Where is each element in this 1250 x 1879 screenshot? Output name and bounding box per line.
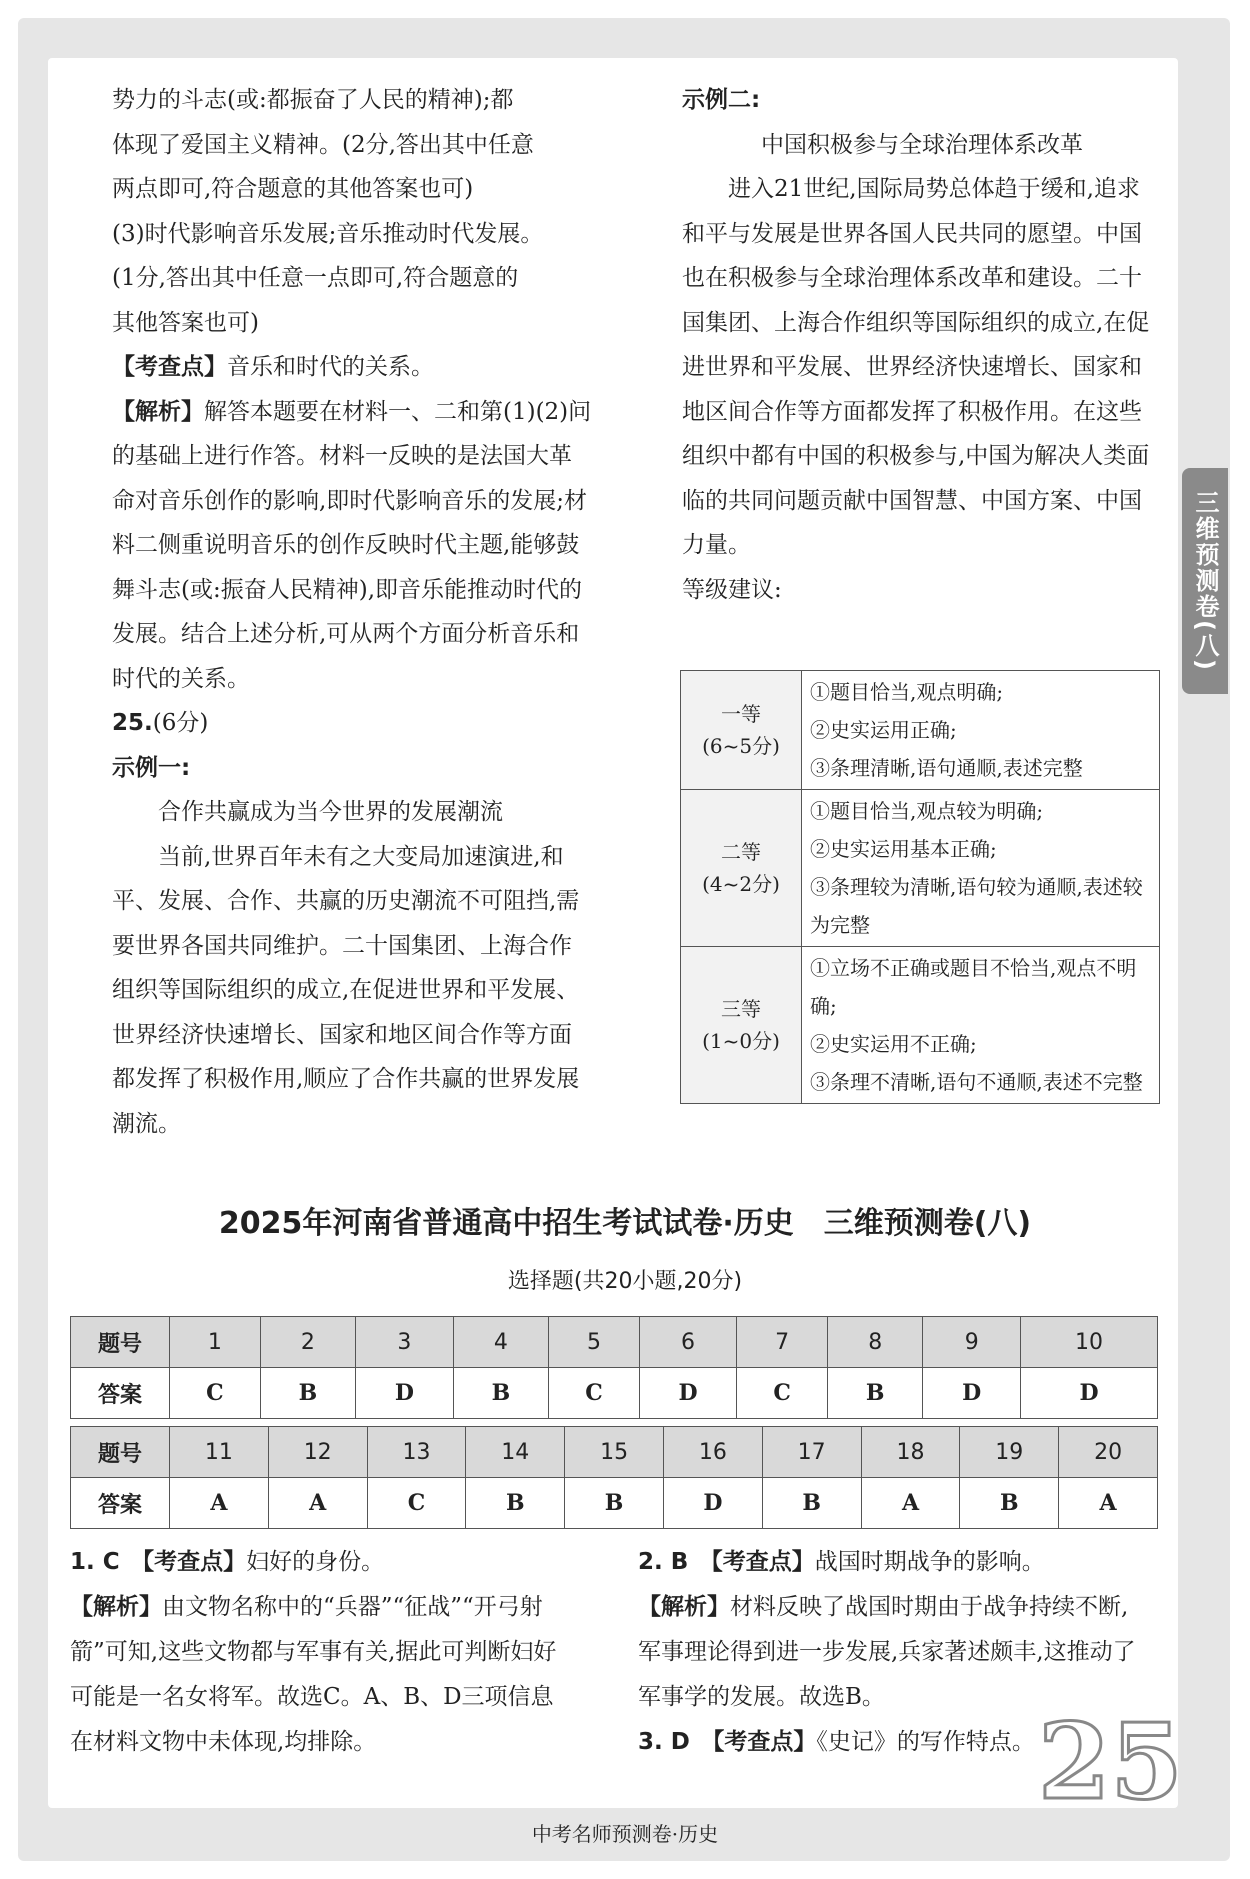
answer-cell: C xyxy=(549,1368,640,1419)
question-number-cell: 19 xyxy=(960,1427,1059,1478)
explanation-left xyxy=(70,1540,570,1765)
page-number: 25 xyxy=(1038,1700,1183,1823)
criterion: ③条理清晰,语句通顺,表述完整 xyxy=(810,756,1083,780)
example-2-title: 中国积极参与全球治理体系改革 xyxy=(761,131,1083,158)
q2-tag: 【考查点】 xyxy=(711,1549,815,1575)
question-number-row xyxy=(71,1317,1158,1368)
grade-criteria-cell xyxy=(802,947,1160,1104)
question-number-cell: 1 xyxy=(170,1317,261,1368)
side-tab: 三维预测卷(八) xyxy=(1182,468,1228,694)
grade-range: (1~0分) xyxy=(702,1029,780,1053)
question-25-header xyxy=(112,701,592,746)
question-score: (6分) xyxy=(152,710,209,736)
left-column xyxy=(112,78,592,1146)
criterion: ①题目恰当,观点较为明确; xyxy=(810,799,1044,823)
grade-range: (4~2分) xyxy=(702,872,780,896)
question-number-cell: 10 xyxy=(1020,1317,1157,1368)
grade-range: (6~5分) xyxy=(702,734,780,758)
row-label: 答案 xyxy=(71,1478,170,1529)
answer-cell: D xyxy=(639,1368,737,1419)
example-2-body: 进入21世纪,国际局势总体趋于缓和,追求和平与发展是世界各国人民共同的愿望。中国也在积极参与全球治理体系改革和建设。二十国集团、上海合作组织等国际组织的成立,在促进世界和平发展、世界经济快速增长、国家和地区间合作等方面都发挥了积极作用。在这些组织中都有中国的积极参与,中国为解决人类面临的共同问题贡献中国智慧、中国方案、中国力量。 xyxy=(682,176,1150,558)
q1-tag: 【考查点】 xyxy=(142,1549,247,1575)
question-number-cell: 13 xyxy=(367,1427,466,1478)
kaochadian-text: 音乐和时代的关系。 xyxy=(227,354,434,380)
answer-cell: A xyxy=(268,1478,367,1529)
criterion: ①题目恰当,观点明确; xyxy=(810,680,1004,704)
grade-level-cell xyxy=(681,790,802,947)
answer-cell: B xyxy=(466,1478,565,1529)
answer-cell: B xyxy=(260,1368,355,1419)
example-2-label: 示例二: xyxy=(682,87,761,113)
question-number-cell: 20 xyxy=(1059,1427,1158,1478)
q3-tag: 【考查点】 xyxy=(712,1729,817,1755)
question-number: 25. xyxy=(112,710,153,736)
jiexi-text: 解答本题要在材料一、二和第(1)(2)问的基础上进行作答。材料一反映的是法国大革命对音乐创作的影响,即时代影响音乐的发展;材料二侧重说明音乐的创作反映时代主题,能够鼓舞斗志(或:振奋人民精神),即音乐能推动时代的发展。结合上述分析,可从两个方面分析音乐和时代的关系。 xyxy=(112,398,592,692)
answer-cell: C xyxy=(737,1368,828,1419)
question-number-cell: 16 xyxy=(663,1427,762,1478)
answer-cell: B xyxy=(827,1368,922,1419)
jiexi-tag: 【解析】 xyxy=(112,398,204,425)
q1-analysis-tag: 【解析】 xyxy=(70,1594,162,1620)
question-number-cell: 4 xyxy=(453,1317,548,1368)
criterion: ②史实运用正确; xyxy=(810,718,957,742)
criterion: ①立场不正确或题目不恰当,观点不明确; xyxy=(810,956,1137,1018)
example-1-label: 示例一: xyxy=(112,754,191,781)
answer-cell: C xyxy=(367,1478,466,1529)
answer-cell: B xyxy=(453,1368,548,1419)
grade-criteria-cell xyxy=(802,790,1160,947)
footer: 中考名师预测卷·历史 xyxy=(531,1822,719,1846)
criterion: ③条理不清晰,语句不通顺,表述不完整 xyxy=(810,1070,1143,1094)
answer-cell: D xyxy=(1020,1368,1157,1419)
q1-header xyxy=(70,1540,570,1585)
answer-line: 两点即可,符合题意的其他答案也可) xyxy=(112,176,474,202)
answer-cell: D xyxy=(356,1368,454,1419)
q1-analysis xyxy=(70,1585,570,1765)
q2-point: 战国时期战争的影响。 xyxy=(814,1549,1045,1575)
answer-row xyxy=(71,1478,1158,1529)
answer-cell: A xyxy=(170,1478,269,1529)
answer-cell: A xyxy=(1059,1478,1158,1529)
q1-answer: 1. C xyxy=(70,1549,120,1575)
row-label: 答案 xyxy=(71,1368,170,1419)
grade-row xyxy=(681,671,1160,790)
q1-analysis-text: 由文物名称中的“兵器”“征战”“开弓射箭”可知,这些文物都与军事有关,据此可判断妇好可能是一名女将军。故选C。A、B、D三项信息在材料文物中未体现,均排除。 xyxy=(70,1594,557,1755)
grade-table xyxy=(680,670,1160,1104)
right-column xyxy=(682,78,1162,612)
answer-table-1 xyxy=(70,1316,1158,1419)
q2-header xyxy=(638,1540,1138,1585)
grade-level: 二等 xyxy=(721,840,761,864)
question-number-cell: 2 xyxy=(260,1317,355,1368)
answer-cell: D xyxy=(663,1478,762,1529)
q2-analysis-tag: 【解析】 xyxy=(638,1594,730,1620)
question-number-cell: 11 xyxy=(170,1427,269,1478)
grade-level: 一等 xyxy=(721,702,761,726)
q3-point: 《史记》的写作特点。 xyxy=(816,1729,1035,1755)
exam-title: 2025年河南省普通高中招生考试试卷·历史 三维预测卷(八) xyxy=(218,1206,1032,1241)
grade-level-cell xyxy=(681,947,802,1104)
kaochadian-paragraph xyxy=(112,345,592,390)
answer-cell: A xyxy=(861,1478,960,1529)
grade-criteria-cell xyxy=(802,671,1160,790)
row-label: 题号 xyxy=(71,1427,170,1478)
question-number-cell: 17 xyxy=(762,1427,861,1478)
question-number-cell: 15 xyxy=(565,1427,664,1478)
answer-line: 体现了爱国主义精神。(2分,答出其中任意 xyxy=(112,131,534,158)
example-1-body: 当前,世界百年未有之大变局加速演进,和平、发展、合作、共赢的历史潮流不可阻挡,需要世界各国共同维护。二十国集团、上海合作组织等国际组织的成立,在促进世界和平发展、世界经济快速增长、国家和地区间合作等方面都发挥了积极作用,顺应了合作共赢的世界发展潮流。 xyxy=(112,843,580,1137)
answer-cell: D xyxy=(923,1368,1021,1419)
q3-answer: 3. D xyxy=(638,1729,690,1755)
answer-line: 势力的斗志(或:都振奋了人民的精神);都 xyxy=(112,87,514,113)
kaochadian-tag: 【考查点】 xyxy=(112,354,227,380)
grade-row xyxy=(681,947,1160,1104)
row-label: 题号 xyxy=(71,1317,170,1368)
question-number-cell: 7 xyxy=(737,1317,828,1368)
answer-row xyxy=(71,1368,1158,1419)
answer-table-2 xyxy=(70,1426,1158,1529)
answer-cell: B xyxy=(960,1478,1059,1529)
q2-analysis-text: 材料反映了战国时期由于战争持续不断,军事理论得到进一步发展,兵家著述颇丰,这推动了军事学的发展。故选B。 xyxy=(638,1594,1136,1710)
question-number-cell: 12 xyxy=(268,1427,367,1478)
criterion: ③条理较为清晰,语句较为通顺,表述较为完整 xyxy=(810,875,1143,937)
question-number-cell: 14 xyxy=(466,1427,565,1478)
jiexi-paragraph xyxy=(112,390,592,702)
question-number-cell: 6 xyxy=(639,1317,737,1368)
criterion: ②史实运用不正确; xyxy=(810,1032,977,1056)
question-number-cell: 8 xyxy=(827,1317,922,1368)
q1-point: 妇好的身份。 xyxy=(246,1549,385,1575)
grade-label: 等级建议: xyxy=(682,576,782,603)
answer-line: (1分,答出其中任意一点即可,符合题意的 xyxy=(112,265,519,291)
answer-line: (3)时代影响音乐发展;音乐推动时代发展。 xyxy=(112,220,544,247)
question-number-cell: 18 xyxy=(861,1427,960,1478)
answer-line: 其他答案也可) xyxy=(112,309,259,336)
answer-cell: C xyxy=(170,1368,261,1419)
q2-answer: 2. B xyxy=(638,1549,689,1575)
question-number-cell: 3 xyxy=(356,1317,454,1368)
question-number-cell: 9 xyxy=(923,1317,1021,1368)
question-number-cell: 5 xyxy=(549,1317,640,1368)
question-number-row xyxy=(71,1427,1158,1478)
answer-cell: B xyxy=(762,1478,861,1529)
example-1-title: 合作共赢成为当今世界的发展潮流 xyxy=(158,799,503,825)
grade-level: 三等 xyxy=(721,997,761,1021)
criterion: ②史实运用基本正确; xyxy=(810,837,997,861)
exam-subtitle: 选择题(共20小题,20分) xyxy=(507,1269,743,1294)
grade-row xyxy=(681,790,1160,947)
grade-level-cell xyxy=(681,671,802,790)
answer-cell: B xyxy=(565,1478,664,1529)
